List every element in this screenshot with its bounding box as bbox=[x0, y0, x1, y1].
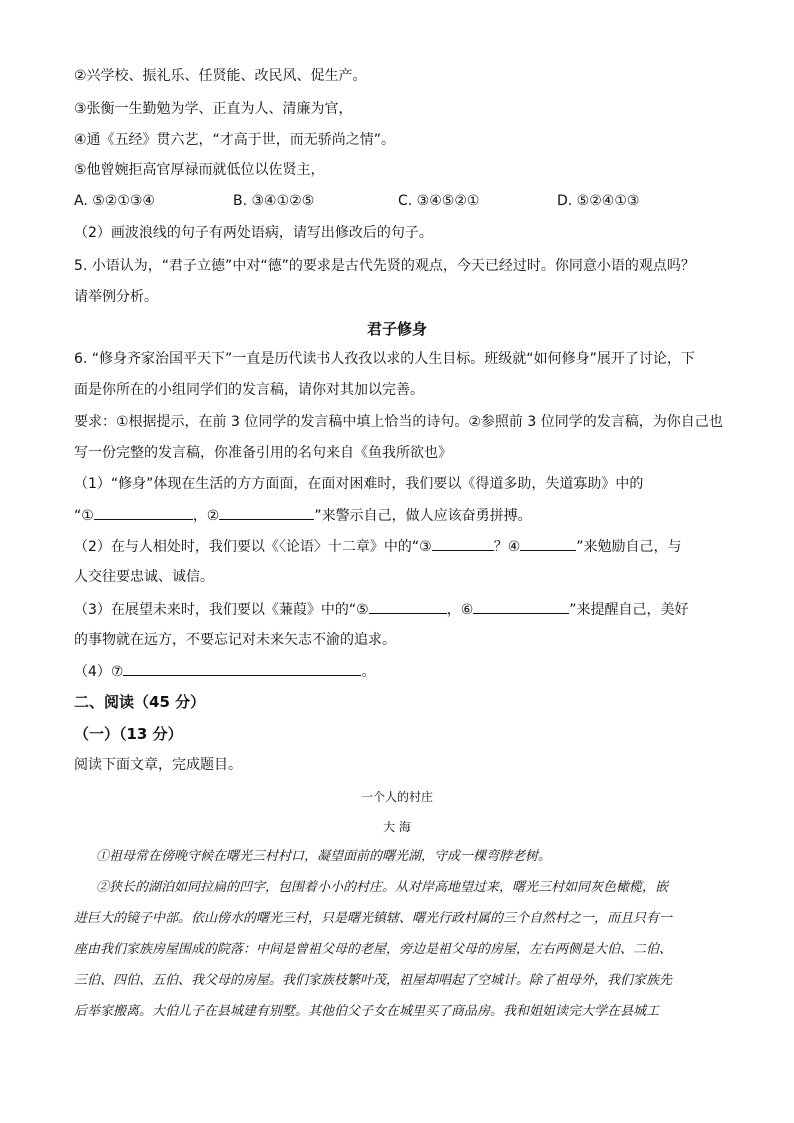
q6-sub-1-line-1: （1）“修身”体现在生活的方方面面，在面对困难时，我们要以《得道多助，失道寡助》中的 bbox=[74, 476, 644, 492]
q6-sub-2-line-2: 人交往要忠诚、诚信。 bbox=[74, 569, 214, 585]
q6-sub-1-text-c: ”来警示自己，做人应该奋勇拼搏。 bbox=[314, 508, 532, 524]
q6-sub-1-text-b: ，② bbox=[192, 508, 220, 524]
option-b: B. ③④①②⑤ bbox=[233, 193, 315, 209]
article-paragraph-2-line-3: 座由我们家族房屋围成的院落：中间是曾祖父母的老屋，旁边是祖父母的房屋，左右两侧是大伯、二伯、 bbox=[74, 942, 673, 957]
q6-sub-2-line-1 bbox=[74, 536, 682, 557]
blank-6[interactable] bbox=[473, 599, 569, 614]
blank-7[interactable] bbox=[123, 661, 361, 676]
q6-sub-1-line-2 bbox=[74, 505, 532, 526]
q6-sub-3-text-a: （3）在展望未来时，我们要以《蒹葭》中的“⑤ bbox=[74, 602, 369, 618]
q4-item-3: ③张衡一生勤勉为学、正直为人、清廉为官， bbox=[74, 101, 353, 117]
q6-sub-2-text-c: ”来勉励自己，与 bbox=[576, 539, 682, 555]
article-paragraph-2-line-4: 三伯、四伯、五伯、我父母的房屋。我们家族枝繁叶茂，祖屋却唱起了空城计。除了祖母外，我们家族先 bbox=[74, 973, 673, 988]
part-2-heading: 二、阅读（45 分） bbox=[74, 693, 206, 711]
blank-3[interactable] bbox=[432, 536, 494, 551]
q6-sub-3-line-1 bbox=[74, 599, 689, 620]
q5-line-2: 请举例分析。 bbox=[74, 289, 158, 305]
q4-item-4: ④通《五经》贯六艺，“才高于世，而无骄尚之情”。 bbox=[74, 132, 396, 148]
blank-5[interactable] bbox=[369, 599, 447, 614]
q6-sub-3-line-2: 的事物就在远方，不要忘记对未来矢志不渝的追求。 bbox=[74, 632, 396, 648]
q4-sub-question-2: （2）画波浪线的句子有两处语病，请写出修改后的句子。 bbox=[74, 225, 433, 241]
q6-line-1: 6. “修身齐家治国平天下”一直是历代读书人孜孜以求的人生目标。班级就“如何修身”展开了讨论，下 bbox=[74, 351, 695, 367]
q6-sub-4 bbox=[74, 661, 375, 682]
section-title: 君子修身 bbox=[366, 320, 427, 338]
q4-item-2: ②兴学校、振礼乐、任贤能、改民风、促生产。 bbox=[74, 68, 367, 84]
q6-sub-1-text-a: “① bbox=[74, 508, 94, 524]
article-author: 大 海 bbox=[383, 820, 411, 834]
blank-1[interactable] bbox=[94, 505, 193, 520]
q6-sub-2-text-a: （2）在与人相处时，我们要以《〈论语〉十二章》中的“③ bbox=[74, 539, 432, 555]
option-c: C. ③④⑤②① bbox=[398, 193, 480, 209]
q6-sub-3-text-b: ，⑥ bbox=[446, 602, 474, 618]
blank-4[interactable] bbox=[520, 536, 576, 551]
q6-sub-2-text-b: ？④ bbox=[493, 539, 521, 555]
q6-requirement-2: 写一份完整的发言稿，你准备引用的名句来自《鱼我所欲也》 bbox=[74, 445, 452, 461]
q6-sub-4-text-b: 。 bbox=[361, 664, 376, 680]
article-paragraph-2-line-5: 后举家搬离。大伯儿子在县城建有别墅。其他伯父子女在城里买了商品房。我和姐姐读完大学在县城工 bbox=[74, 1004, 660, 1019]
article-paragraph-1: ①祖母常在傍晚守候在曙光三村村口，凝望面前的曙光湖，守成一棵弯脖老树。 bbox=[96, 849, 552, 864]
option-d: D. ⑤②④①③ bbox=[557, 193, 640, 209]
q4-item-5: ⑤他曾婉拒高官厚禄而就低位以佐贤主， bbox=[74, 162, 325, 178]
q6-sub-4-text-a: （4）⑦ bbox=[74, 664, 124, 680]
q5-line-1: 5. 小语认为，“君子立德”中对“德”的要求是古代先贤的观点，今天已经过时。你同意小语的观点吗？ bbox=[74, 258, 695, 274]
article-paragraph-2-line-1: ②狭长的湖泊如同拉扁的凹字，包围着小小的村庄。从对岸高地望过来，曙光三村如同灰色橄榄，嵌 bbox=[96, 880, 669, 895]
article-title: 一个人的村庄 bbox=[360, 790, 433, 804]
q6-requirement-1: 要求：①根据提示，在前 3 位同学的发言稿中填上恰当的诗句。②参照前 3 位同学的发言稿，为你自己也 bbox=[74, 414, 723, 430]
article-paragraph-2-line-2: 进巨大的镜子中部。依山傍水的曙光三村，只是曙光镇辖、曙光行政村属的三个自然村之一，而且只有一 bbox=[74, 911, 673, 926]
q6-sub-3-text-c: ”来提醒自己，美好 bbox=[569, 602, 689, 618]
reading-instruction: 阅读下面文章，完成题目。 bbox=[74, 757, 242, 773]
part-2-sub-heading: （一）（13 分） bbox=[74, 725, 183, 743]
option-a: A. ⑤②①③④ bbox=[74, 193, 155, 209]
blank-2[interactable] bbox=[219, 505, 314, 520]
q6-line-2: 面是你所在的小组同学们的发言稿，请你对其加以完善。 bbox=[74, 382, 424, 398]
